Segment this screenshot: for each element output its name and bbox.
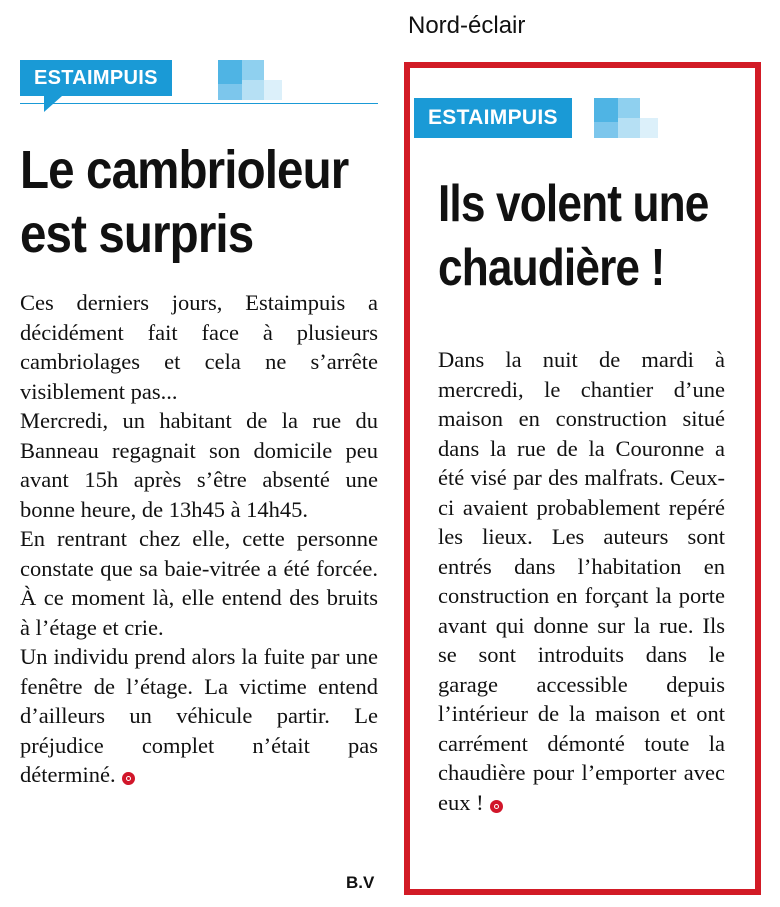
tag-decoration [218, 84, 242, 100]
headline-left [20, 138, 348, 266]
headline-line: chaudière ! [438, 239, 665, 297]
tag-decoration [594, 98, 618, 122]
section-tag-right [414, 98, 674, 152]
section-label: ESTAIMPUIS [414, 98, 572, 138]
section-tag-left [20, 60, 380, 114]
tag-decoration [618, 98, 640, 118]
newspaper-source: Nord-éclair [408, 12, 526, 39]
byline: B.V [346, 873, 375, 892]
tag-decoration [242, 80, 264, 100]
paragraph-text: Un individu prend alors la fuite par une fenêtre de l’étage. La victime entend d’ailleurs un véhicule partir. Le préjudice complet n’était pas déterminé. [20, 644, 378, 787]
tag-decoration [640, 118, 658, 138]
article-body-left [20, 288, 378, 790]
section-label: ESTAIMPUIS [20, 60, 172, 96]
paragraph [438, 345, 725, 817]
end-mark-icon [490, 800, 503, 813]
headline-line: Ils volent une [438, 175, 709, 233]
tag-tail [44, 96, 62, 112]
tag-decoration [218, 60, 242, 84]
paragraph-text: Dans la nuit de mardi à mercredi, le chantier d’une maison en construction situé dans la rue de la Couronne a été visé par des malfrats. Ceux-ci avaient probablement repéré les lieux. Les auteurs sont entrés dans l’habitation en construction en forçant la porte avant qui donne sur la rue. Ils se sont introduits dans le garage accessible depuis l’intérieur de la maison et ont carrément démonté toute la chaudière pour l’emporter avec eux ! [438, 347, 725, 815]
section-rule [20, 103, 378, 104]
paragraph: Ces derniers jours, Estaimpuis a décidément fait face à plusieurs cambriolages et cela ne s’arrête visiblement pas... [20, 290, 378, 404]
paragraph: Mercredi, un habitant de la rue du Banneau regagnait son domicile peu avant 15h après s’être absenté une bonne heure, de 13h45 à 14h45. [20, 408, 378, 522]
headline-line: Le cambrioleur [20, 140, 349, 200]
paragraph: En rentrant chez elle, cette personne constate que sa baie-vitrée a été forcée. À ce moment là, elle entend des bruits à l’étage et crie. [20, 526, 378, 640]
tag-decoration [618, 118, 640, 138]
headline-line: est surpris [20, 204, 254, 264]
tag-decoration [264, 80, 282, 100]
paragraph [20, 642, 378, 790]
tag-decoration [242, 60, 264, 80]
tag-decoration [594, 122, 618, 138]
article-body-right [438, 345, 725, 817]
headline-right [438, 172, 709, 300]
end-mark-icon [122, 772, 135, 785]
